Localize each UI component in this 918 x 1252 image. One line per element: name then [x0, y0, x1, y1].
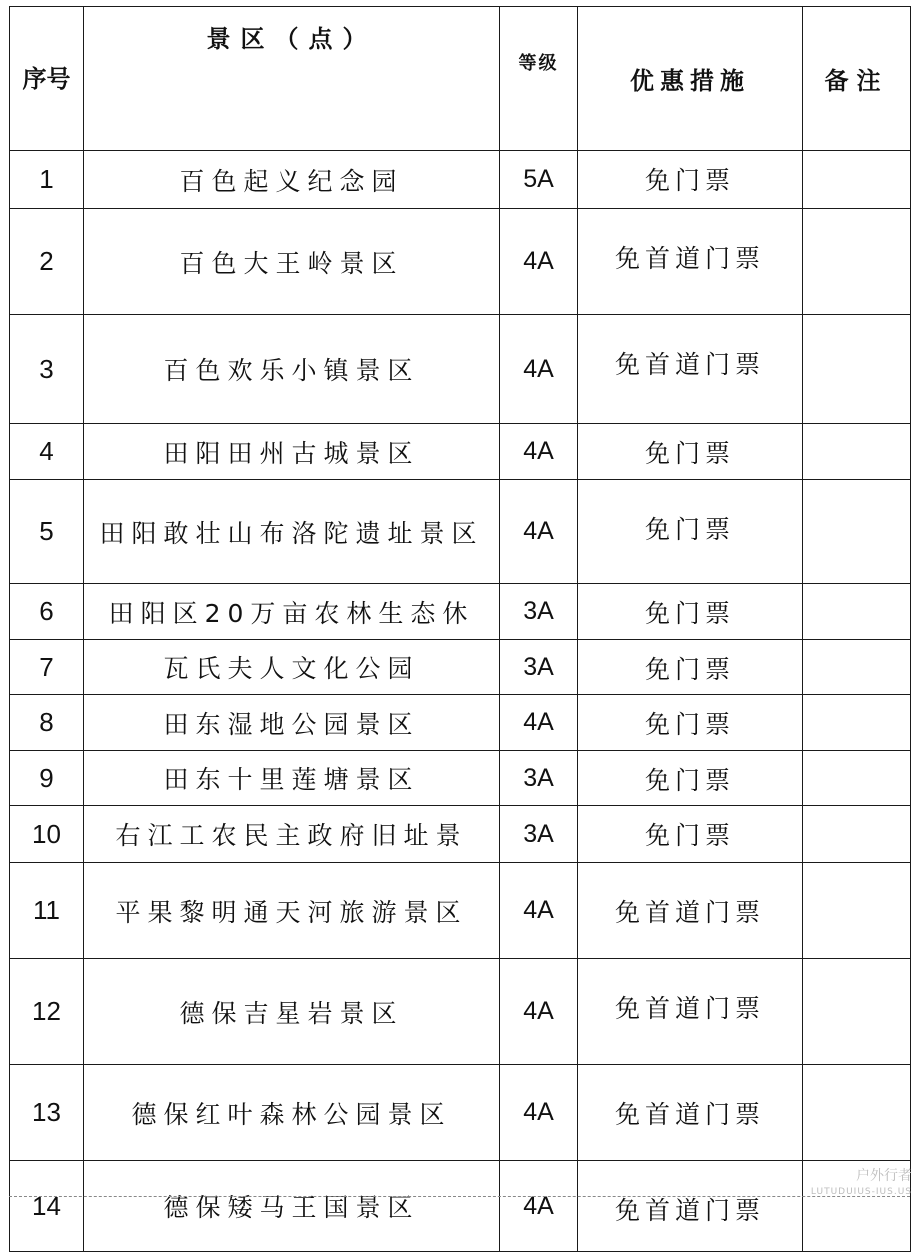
row-number: 13	[10, 1065, 84, 1161]
scenic-spot-name: 平果黎明通天河旅游景区	[84, 863, 500, 959]
discount-offer: 免首道门票	[578, 315, 803, 424]
remark	[803, 315, 911, 424]
discount-offer: 免门票	[578, 806, 803, 863]
scenic-spot-grade: 3A	[500, 751, 578, 806]
table-row	[10, 315, 911, 424]
scenic-spot-name: 田阳敢壮山布洛陀遗址景区	[84, 480, 500, 584]
row-number: 3	[10, 315, 84, 424]
watermark	[811, 1168, 912, 1200]
discount-offer: 免门票	[578, 640, 803, 695]
row-number: 7	[10, 640, 84, 695]
header-row	[10, 7, 911, 151]
row-number: 14	[10, 1161, 84, 1252]
scenic-spot-name: 德保矮马王国景区	[84, 1161, 500, 1252]
remark	[803, 863, 911, 959]
discount-offer: 免首道门票	[578, 1065, 803, 1161]
row-number: 10	[10, 806, 84, 863]
scenic-spot-grade: 5A	[500, 151, 578, 209]
remark	[803, 209, 911, 315]
scenic-spot-grade: 4A	[500, 1065, 578, 1161]
table-row	[10, 959, 911, 1065]
remark	[803, 1065, 911, 1161]
table-header	[10, 7, 911, 151]
scenic-spot-grade: 4A	[500, 959, 578, 1065]
table-row	[10, 209, 911, 315]
watermark-subtext: LUTUDUIUS-IUS.US	[810, 1187, 912, 1197]
row-number: 11	[10, 863, 84, 959]
discount-offer: 免门票	[578, 584, 803, 640]
remark	[803, 806, 911, 863]
scenic-spot-name: 百色欢乐小镇景区	[84, 315, 500, 424]
scenic-spots-table	[9, 6, 911, 1252]
row-number: 8	[10, 695, 84, 751]
row-number: 12	[10, 959, 84, 1065]
table-row	[10, 584, 911, 640]
remark	[803, 151, 911, 209]
scenic-spot-name: 田阳区20万亩农林生态休	[84, 584, 500, 640]
scenic-spot-grade: 4A	[500, 315, 578, 424]
scenic-spot-name: 田东湿地公园景区	[84, 695, 500, 751]
discount-offer: 免门票	[578, 751, 803, 806]
remark	[803, 959, 911, 1065]
discount-offer: 免门票	[578, 480, 803, 584]
scenic-spot-grade: 4A	[500, 424, 578, 480]
table-body	[10, 151, 911, 1252]
row-number: 4	[10, 424, 84, 480]
scenic-spot-name: 田阳田州古城景区	[84, 424, 500, 480]
row-number: 1	[10, 151, 84, 209]
discount-offer: 免首道门票	[578, 1161, 803, 1252]
table-row	[10, 424, 911, 480]
table-row	[10, 480, 911, 584]
header-grade: 等级	[500, 7, 578, 151]
remark	[803, 640, 911, 695]
scenic-spot-grade: 4A	[500, 695, 578, 751]
scenic-spot-name: 百色起义纪念园	[84, 151, 500, 209]
remark	[803, 695, 911, 751]
row-number: 2	[10, 209, 84, 315]
table-row	[10, 151, 911, 209]
scenic-spot-name: 德保红叶森林公园景区	[84, 1065, 500, 1161]
scenic-spot-grade: 3A	[500, 806, 578, 863]
scenic-spot-grade: 4A	[500, 480, 578, 584]
page-cut-line	[9, 1196, 910, 1197]
header-note: 备注	[803, 7, 911, 151]
scenic-spot-name: 右江工农民主政府旧址景	[84, 806, 500, 863]
scenic-spot-name: 德保吉星岩景区	[84, 959, 500, 1065]
table-row	[10, 1161, 911, 1252]
discount-offer: 免门票	[578, 151, 803, 209]
table-row	[10, 863, 911, 959]
scenic-spot-grade: 3A	[500, 640, 578, 695]
scenic-spot-grade: 4A	[500, 209, 578, 315]
discount-offer: 免门票	[578, 424, 803, 480]
watermark-text: 户外行者	[856, 1168, 912, 1184]
table-row	[10, 695, 911, 751]
row-number: 9	[10, 751, 84, 806]
header-no: 序号	[10, 7, 84, 151]
table-row	[10, 806, 911, 863]
table-row	[10, 751, 911, 806]
discount-offer: 免首道门票	[578, 959, 803, 1065]
scenic-spot-grade: 3A	[500, 584, 578, 640]
header-name: 景区（点）	[84, 7, 500, 151]
row-number: 5	[10, 480, 84, 584]
table-row	[10, 1065, 911, 1161]
discount-offer: 免门票	[578, 695, 803, 751]
table-row	[10, 640, 911, 695]
header-offer: 优惠措施	[578, 7, 803, 151]
remark	[803, 424, 911, 480]
discount-offer: 免首道门票	[578, 209, 803, 315]
row-number: 6	[10, 584, 84, 640]
scenic-spot-name: 田东十里莲塘景区	[84, 751, 500, 806]
remark	[803, 480, 911, 584]
scenic-spot-name: 百色大王岭景区	[84, 209, 500, 315]
discount-offer: 免首道门票	[578, 863, 803, 959]
remark	[803, 584, 911, 640]
scenic-spot-grade: 4A	[500, 863, 578, 959]
scenic-spot-name: 瓦氏夫人文化公园	[84, 640, 500, 695]
remark	[803, 751, 911, 806]
scenic-spot-grade: 4A	[500, 1161, 578, 1252]
